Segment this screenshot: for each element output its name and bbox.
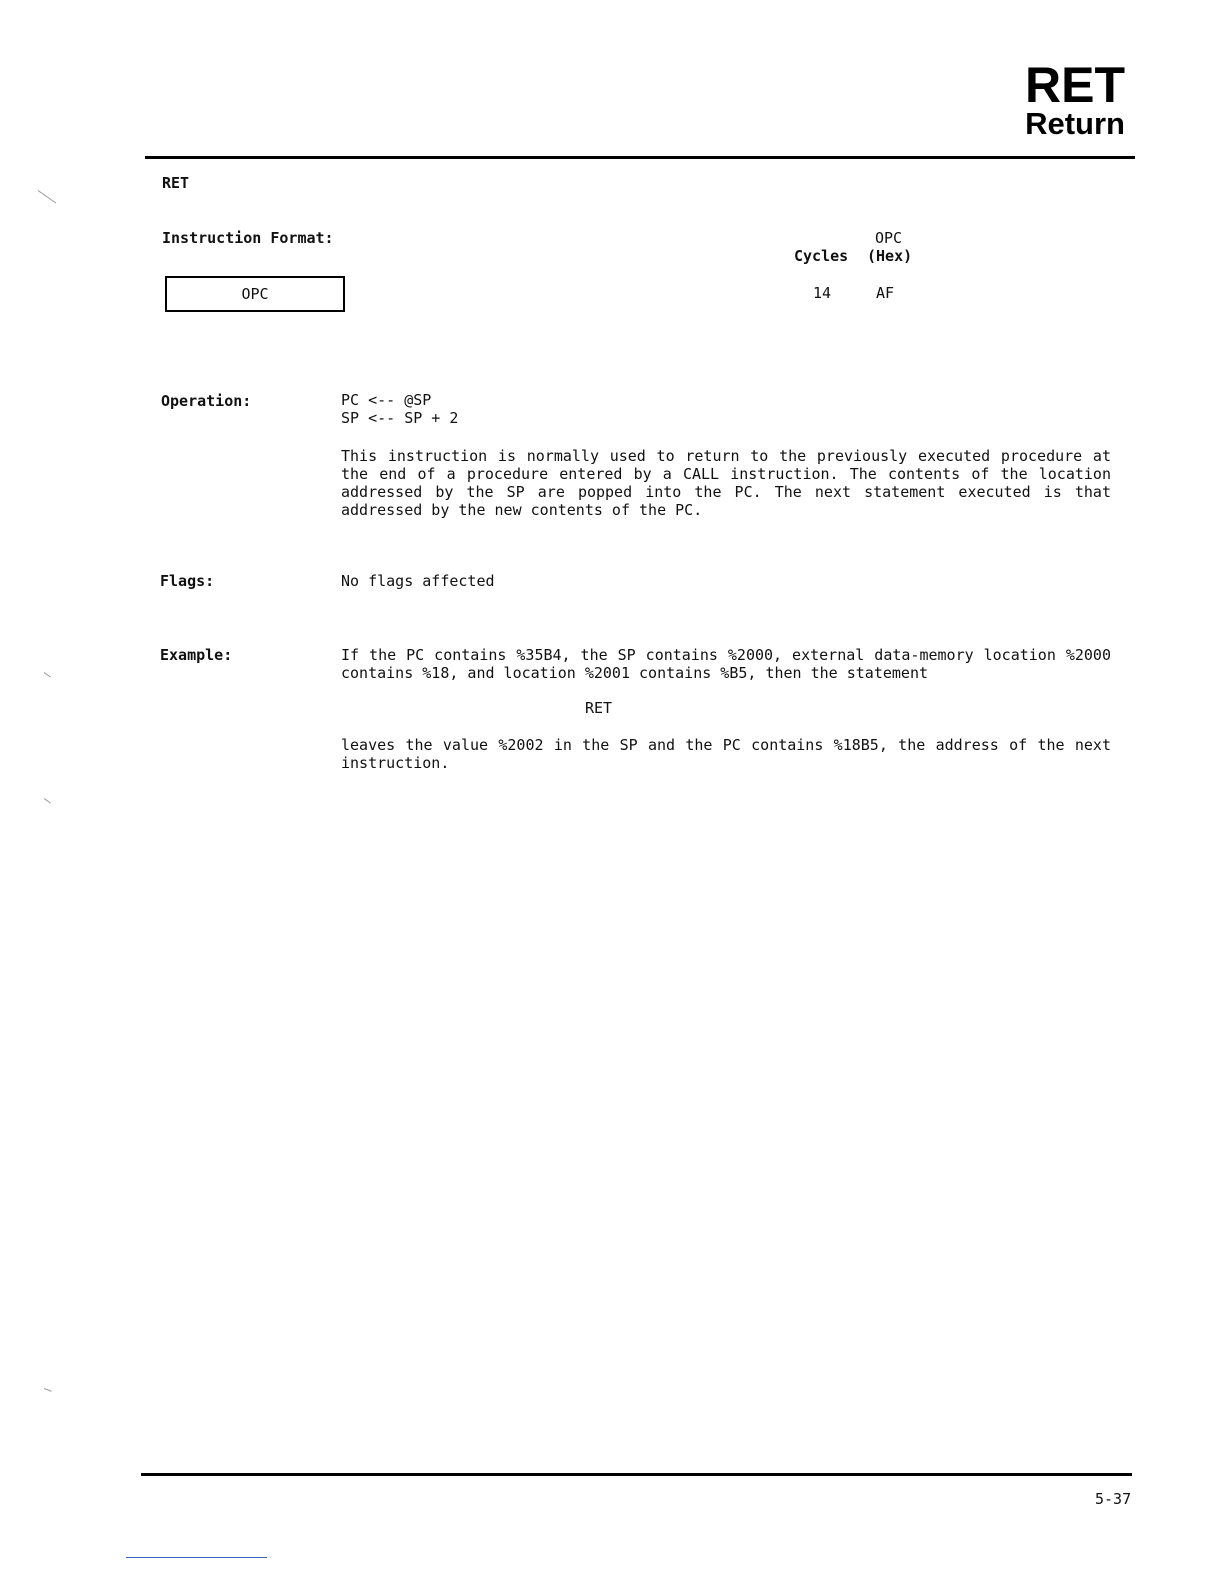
- opcode-box-label: OPC: [241, 285, 269, 303]
- example-intro: If the PC contains %35B4, the SP contains %2000, external data-memory location %2000 contains %18, and location %2001 contains %B5, then the statement: [341, 646, 1111, 682]
- mnemonic-title: RET: [1025, 57, 1125, 113]
- operation-line-2: SP <-- SP + 2: [341, 409, 459, 427]
- operation-label: Operation:: [161, 392, 252, 410]
- opcode-format-box: [165, 276, 345, 312]
- footer-link-underline: [126, 1557, 267, 1558]
- syntax-line: RET: [162, 174, 190, 192]
- cycles-value: 14: [813, 284, 832, 302]
- example-result: leaves the value %2002 in the SP and the PC contains %18B5, the address of the next instruction.: [341, 736, 1111, 772]
- example-label: Example:: [160, 646, 233, 664]
- instruction-format-label: Instruction Format:: [162, 229, 334, 247]
- scan-mark: [38, 190, 57, 203]
- example-statement: RET: [585, 699, 613, 717]
- hex-opcode-value: AF: [876, 284, 895, 302]
- flags-text: No flags affected: [341, 572, 495, 590]
- bottom-rule: [141, 1473, 1132, 1476]
- cycles-column-header: Cycles: [794, 247, 849, 265]
- instruction-name-title: Return: [1025, 106, 1125, 141]
- flags-label: Flags:: [160, 572, 215, 590]
- scan-mark: [44, 1388, 52, 1392]
- operation-line-1: PC <-- @SP: [341, 391, 432, 409]
- opc-column-header: OPC: [875, 229, 903, 247]
- operation-description: This instruction is normally used to return to the previously executed procedure at the end of a procedure entered by a CALL instruction. The contents of the location addressed by the SP are popped into the PC. The next statement executed is that addressed by the new contents of the PC.: [341, 447, 1111, 519]
- top-rule: [145, 156, 1135, 159]
- page-number: 5-37: [1095, 1490, 1132, 1508]
- scan-mark: [44, 798, 51, 803]
- hex-column-header: (Hex): [867, 247, 913, 265]
- scan-mark: [44, 672, 51, 677]
